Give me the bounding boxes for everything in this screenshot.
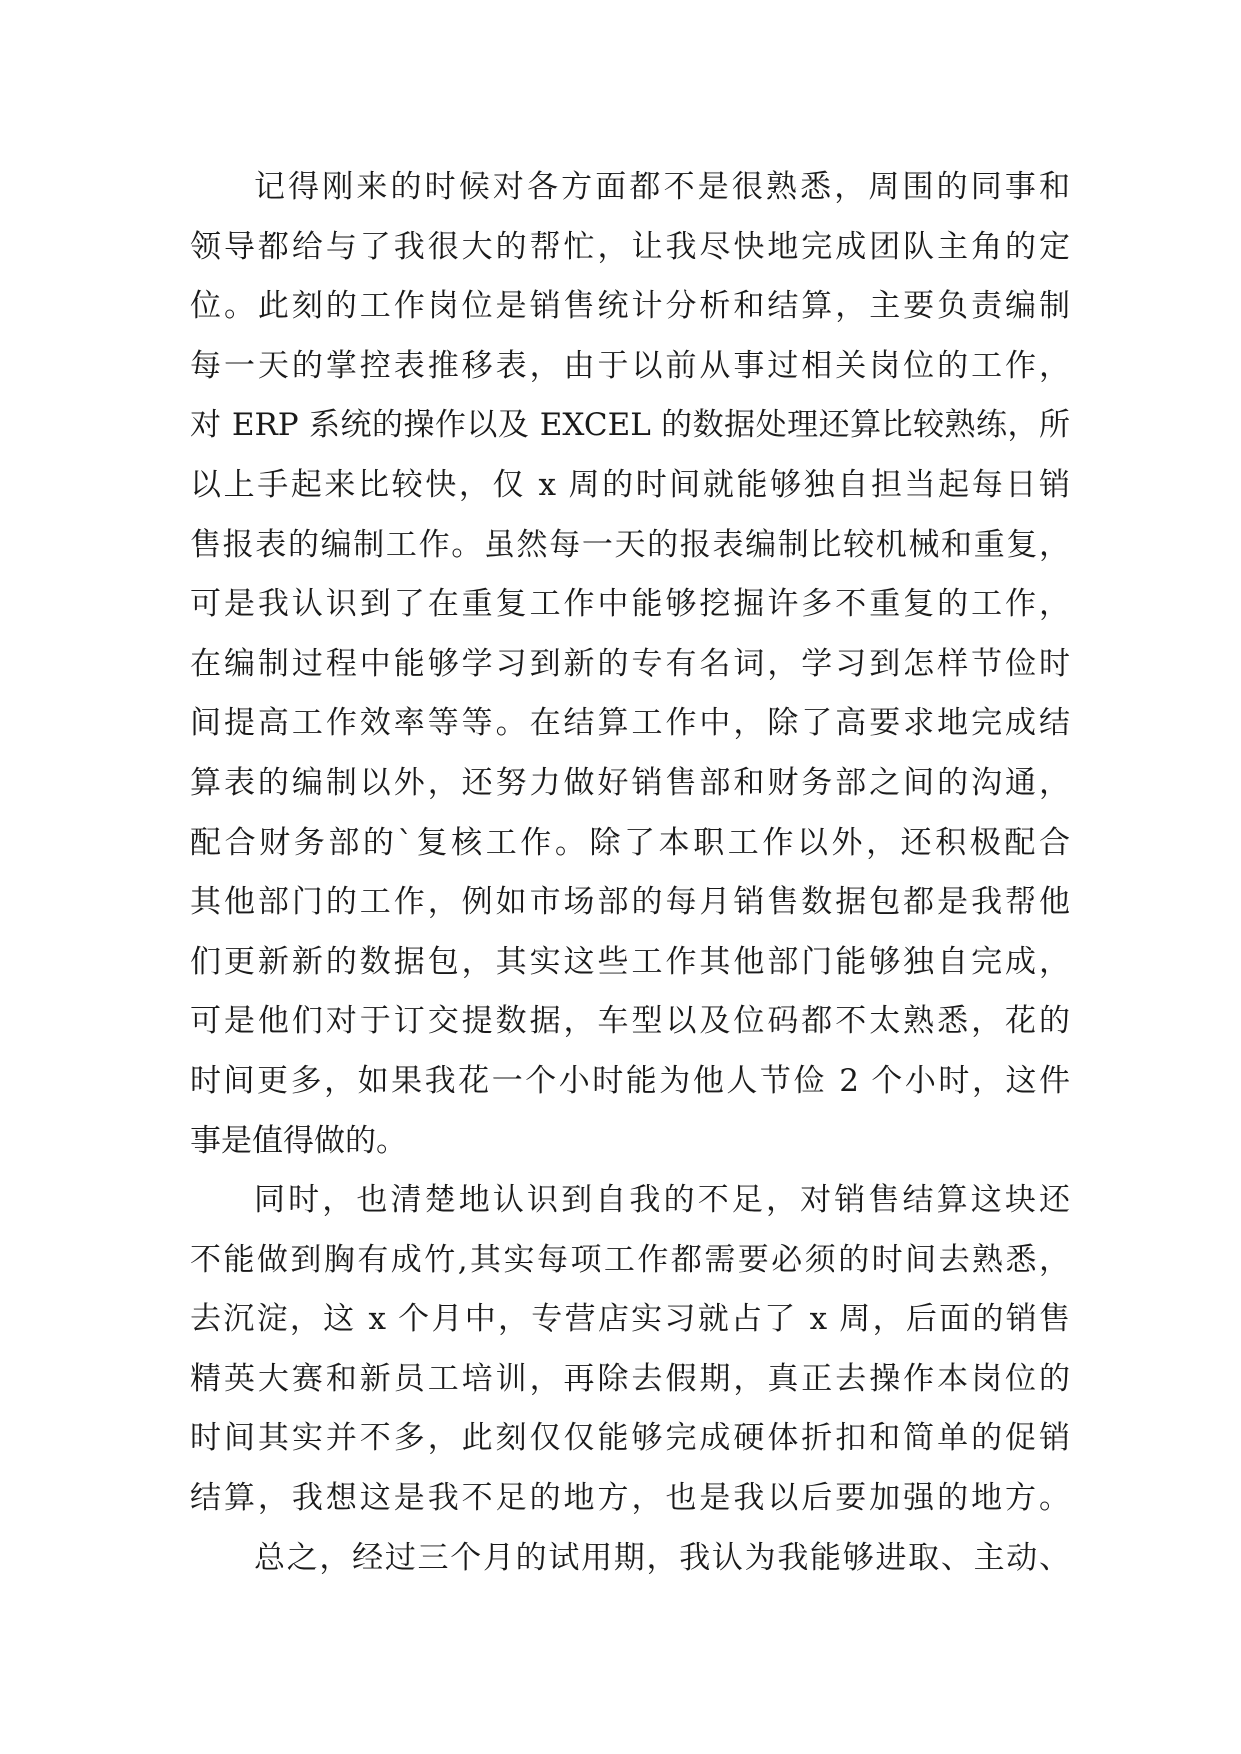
body-text bbox=[190, 158, 1070, 1588]
paragraph-line: 售报表的编制工作。虽然每一天的报表编制比较机械和重复， bbox=[190, 526, 1070, 563]
paragraph-line: 在编制过程中能够学习到新的专有名词，学习到怎样节俭时 bbox=[190, 645, 1070, 682]
paragraph-line: 以上手起来比较快，仅 x 周的时间就能够独自担当起每日销 bbox=[190, 466, 1070, 503]
paragraph-line: 同时，也清楚地认识到自我的不足，对销售结算这块还 bbox=[254, 1182, 1070, 1219]
paragraph-line: 不能做到胸有成竹,其实每项工作都需要必须的时间去熟悉， bbox=[190, 1241, 1070, 1278]
paragraph-line: 位。此刻的工作岗位是销售统计分析和结算，主要负责编制 bbox=[190, 288, 1070, 325]
paragraph-line: 们更新新的数据包，其实这些工作其他部门能够独自完成， bbox=[190, 943, 1070, 980]
paragraph-line: 配合财务部的`复核工作。除了本职工作以外，还积极配合 bbox=[190, 824, 1070, 861]
paragraph-line: 可是他们对于订交提数据，车型以及位码都不太熟悉，花的 bbox=[190, 1003, 1070, 1040]
paragraph-line: 其他部门的工作，例如市场部的每月销售数据包都是我帮他 bbox=[190, 884, 1070, 921]
paragraph-line: 精英大赛和新员工培训，再除去假期，真正去操作本岗位的 bbox=[190, 1360, 1070, 1397]
paragraph-line: 去沉淀，这 x 个月中，专营店实习就占了 x 周，后面的销售 bbox=[190, 1301, 1070, 1338]
paragraph-line: 间提高工作效率等等。在结算工作中，除了高要求地完成结 bbox=[190, 705, 1070, 742]
paragraph-line: 总之，经过三个月的试用期，我认为我能够进取、主动、 bbox=[254, 1539, 1070, 1576]
paragraph-line: 领导都给与了我很大的帮忙，让我尽快地完成团队主角的定 bbox=[190, 228, 1070, 265]
paragraph-line: 记得刚来的时候对各方面都不是很熟悉，周围的同事和 bbox=[254, 169, 1070, 205]
paragraph-line: 对 ERP 系统的操作以及 EXCEL 的数据处理还算比较熟练，所 bbox=[190, 407, 1070, 444]
paragraph-line: 时间其实并不多，此刻仅仅能够完成硬体折扣和简单的促销 bbox=[190, 1420, 1070, 1457]
paragraph-line: 事是值得做的。 bbox=[190, 1122, 407, 1159]
paragraph-line: 时间更多，如果我花一个小时能为他人节俭 2 个小时，这件 bbox=[190, 1062, 1070, 1099]
paragraph-line: 结算，我想这是我不足的地方，也是我以后要加强的地方。 bbox=[190, 1480, 1070, 1517]
paragraph-line: 可是我认识到了在重复工作中能够挖掘许多不重复的工作， bbox=[190, 586, 1070, 623]
paragraph-line: 每一天的掌控表推移表，由于以前从事过相关岗位的工作， bbox=[190, 347, 1070, 384]
paragraph-line: 算表的编制以外，还努力做好销售部和财务部之间的沟通， bbox=[190, 764, 1070, 801]
